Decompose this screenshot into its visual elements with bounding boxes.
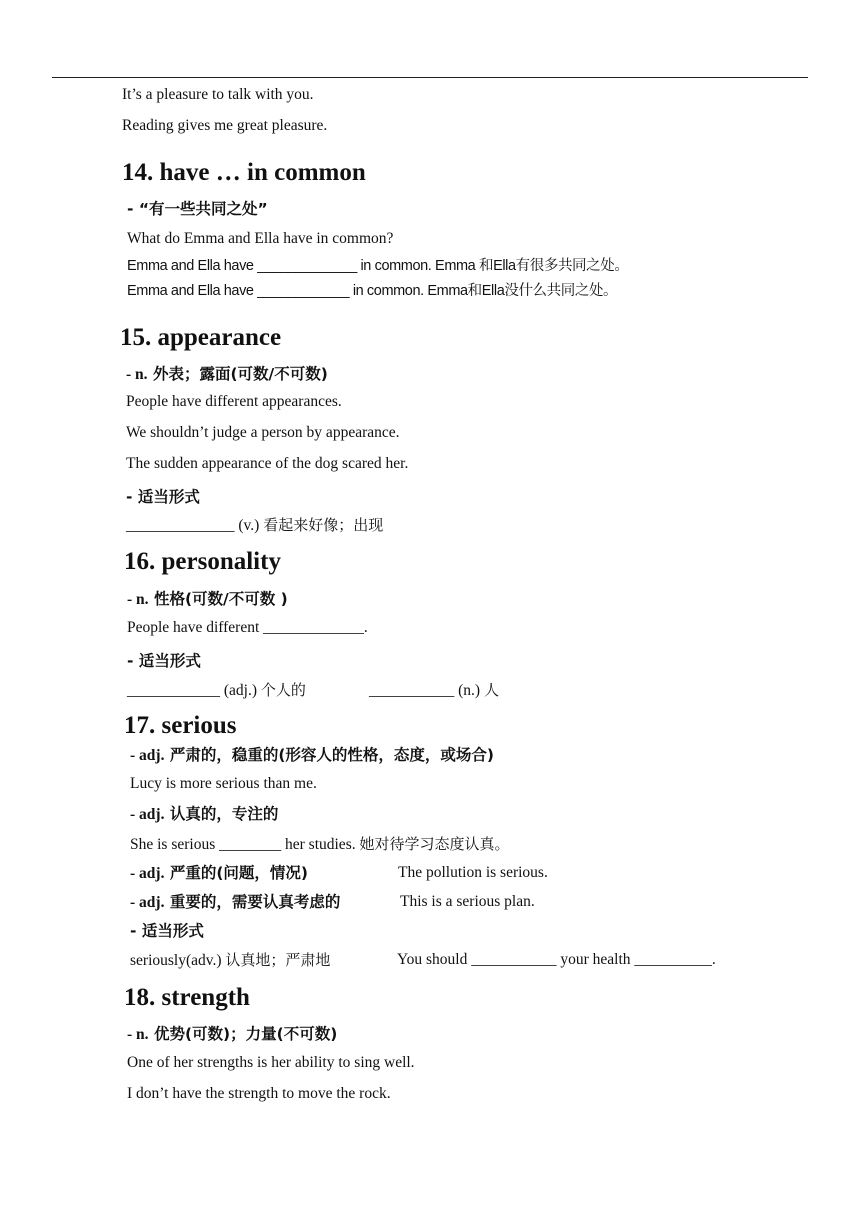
section-17-form-label: - 适当形式 bbox=[130, 922, 204, 940]
example-pleasure-1: It’s a pleasure to talk with you. bbox=[122, 86, 314, 103]
section-15-meaning bbox=[126, 365, 328, 384]
form-cn: 个人的 bbox=[260, 681, 306, 699]
section-16-form-label: - 适当形式 bbox=[127, 652, 201, 670]
section-14-example-2: Emma and Ella have _____________ in common. Emma 和Ella有很多共同之处。 bbox=[127, 258, 629, 274]
section-14-example-3: Emma and Ella have ____________ in common. Emma和Ella没什么共同之处。 bbox=[127, 283, 618, 299]
section-14-example-1: What do Emma and Ella have in common? bbox=[127, 230, 394, 247]
example-en: She is serious ________ her studies. bbox=[130, 836, 360, 853]
section-18-example-1: One of her strengths is her ability to sing well. bbox=[127, 1054, 415, 1071]
section-15-example-1: People have different appearances. bbox=[126, 393, 342, 410]
pos-prefix: - adj. bbox=[130, 865, 165, 882]
section-14-heading: 14. have … in common bbox=[122, 159, 366, 186]
section-16-form-1 bbox=[127, 681, 306, 700]
pos-prefix: - adj. bbox=[130, 747, 165, 764]
section-17-form-example: You should ___________ your health __________. bbox=[397, 951, 716, 968]
meaning-text: 外表；露面(可数/不可数) bbox=[147, 365, 328, 383]
section-17-example-3: The pollution is serious. bbox=[398, 864, 548, 881]
meaning-text: 认真的，专注的 bbox=[164, 805, 279, 823]
form-cn: 认真地；严肃地 bbox=[225, 951, 331, 969]
header-rule bbox=[52, 77, 808, 78]
section-15-form-line bbox=[126, 516, 383, 535]
form-text: ____________ (adj.) bbox=[127, 682, 261, 699]
section-17-heading: 17. serious bbox=[124, 712, 237, 739]
form-text: ___________ (n.) bbox=[369, 682, 484, 699]
example-cn: 她对待学习态度认真。 bbox=[359, 835, 510, 853]
section-16-meaning bbox=[127, 590, 288, 609]
pos-prefix: - n. bbox=[127, 1026, 149, 1043]
meaning-text: 重要的，需要认真考虑的 bbox=[164, 893, 341, 911]
example-pleasure-2: Reading gives me great pleasure. bbox=[122, 117, 328, 134]
meaning-text: 严重的(问题，情况) bbox=[164, 864, 309, 882]
form-word: seriously(adv.) bbox=[130, 952, 226, 969]
form-cn: 人 bbox=[483, 681, 499, 699]
section-16-form-2 bbox=[369, 681, 499, 700]
section-17-form-line bbox=[130, 951, 330, 970]
section-14-meaning: - “有一些共同之处” bbox=[127, 200, 268, 218]
section-15-example-2: We shouldn’t judge a person by appearance. bbox=[126, 424, 400, 441]
section-18-example-2: I don’t have the strength to move the rock. bbox=[127, 1085, 391, 1102]
section-17-example-4: This is a serious plan. bbox=[400, 893, 535, 910]
section-15-heading: 15. appearance bbox=[120, 324, 282, 351]
pos-prefix: - adj. bbox=[130, 894, 165, 911]
section-18-meaning bbox=[127, 1025, 337, 1044]
section-18-heading: 18. strength bbox=[124, 984, 250, 1011]
section-15-example-3: The sudden appearance of the dog scared her. bbox=[126, 455, 409, 472]
pos-prefix: - n. bbox=[127, 591, 149, 608]
meaning-text: 严肃的，稳重的(形容人的性格，态度，或场合) bbox=[164, 746, 495, 764]
pos-prefix: - adj. bbox=[130, 806, 165, 823]
section-17-meaning-3 bbox=[130, 864, 308, 883]
section-15-form-label: - 适当形式 bbox=[126, 488, 200, 506]
section-17-example-2 bbox=[130, 835, 510, 854]
section-17-meaning-1 bbox=[130, 746, 494, 765]
meaning-text: 优势(可数)；力量(不可数) bbox=[148, 1025, 338, 1043]
section-16-heading: 16. personality bbox=[124, 548, 281, 575]
section-17-example-1: Lucy is more serious than me. bbox=[130, 775, 317, 792]
form-pos: (v.) bbox=[234, 517, 264, 534]
form-meaning: 看起来好像；出现 bbox=[263, 516, 384, 534]
section-16-example-1: People have different _____________. bbox=[127, 619, 368, 636]
meaning-text: 性格(可数/不可数 ) bbox=[148, 590, 288, 608]
pos-prefix: - n. bbox=[126, 366, 148, 383]
section-17-meaning-4 bbox=[130, 893, 340, 912]
form-blank: ______________ bbox=[126, 517, 235, 534]
section-17-meaning-2 bbox=[130, 805, 278, 824]
